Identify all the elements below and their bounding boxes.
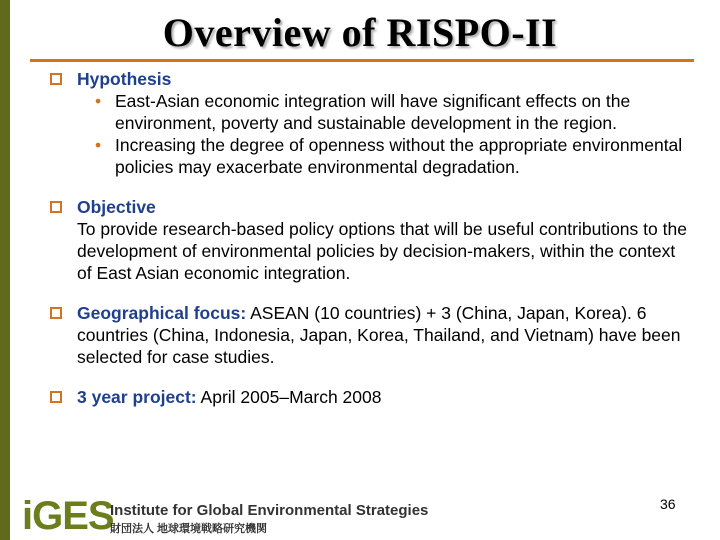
logo-name-english: Institute for Global Environmental Strategies — [110, 502, 429, 519]
objective-section — [50, 196, 690, 284]
hypothesis-section — [50, 68, 690, 178]
dot-bullet-icon: • — [95, 91, 102, 111]
square-bullet-icon — [50, 73, 62, 85]
dot-bullet-icon: • — [95, 135, 102, 155]
slide-title: Overview of RISPO-II — [162, 10, 558, 55]
logo-name-japanese: 財団法人 地球環境戦略研究機関 — [110, 523, 268, 535]
project-text: April 2005–March 2008 — [196, 387, 382, 407]
slide-content — [50, 68, 690, 408]
geographical-section — [50, 302, 690, 368]
iges-logo — [22, 494, 429, 538]
project-section — [50, 386, 690, 408]
hypothesis-heading: Hypothesis — [77, 69, 172, 89]
project-heading: 3 year project: — [77, 387, 197, 407]
objective-heading: Objective — [77, 197, 156, 217]
square-bullet-icon — [50, 201, 62, 213]
hypothesis-bullet — [83, 90, 690, 134]
square-bullet-icon — [50, 307, 62, 319]
page-number: 36 — [660, 496, 676, 512]
iges-logo-mark: iGES — [22, 494, 114, 538]
hypothesis-list — [77, 90, 690, 178]
hypothesis-bullet-text: Increasing the degree of openness without the appropriate environmental policies may exacerbate environmental degradation. — [115, 135, 683, 177]
objective-text: To provide research-based policy options that will be useful contributions to the development of environmental policies by decision-makers, within the context of East Asian economic integration. — [77, 219, 687, 283]
square-bullet-icon — [50, 391, 62, 403]
left-side-bar — [0, 0, 10, 540]
geographical-heading: Geographical focus: — [77, 303, 247, 323]
hypothesis-bullet — [83, 134, 690, 178]
geographical-text: ASEAN (10 countries) + 3 (China, Japan, Korea). 6 countries (China, Indonesia, Japan, Korea, Thailand, and Vietnam) have been selected for case studies. — [77, 303, 681, 367]
title-underline — [30, 59, 694, 62]
hypothesis-bullet-text: East-Asian economic integration will have significant effects on the environment, poverty and sustainable development in the region. — [115, 91, 631, 133]
